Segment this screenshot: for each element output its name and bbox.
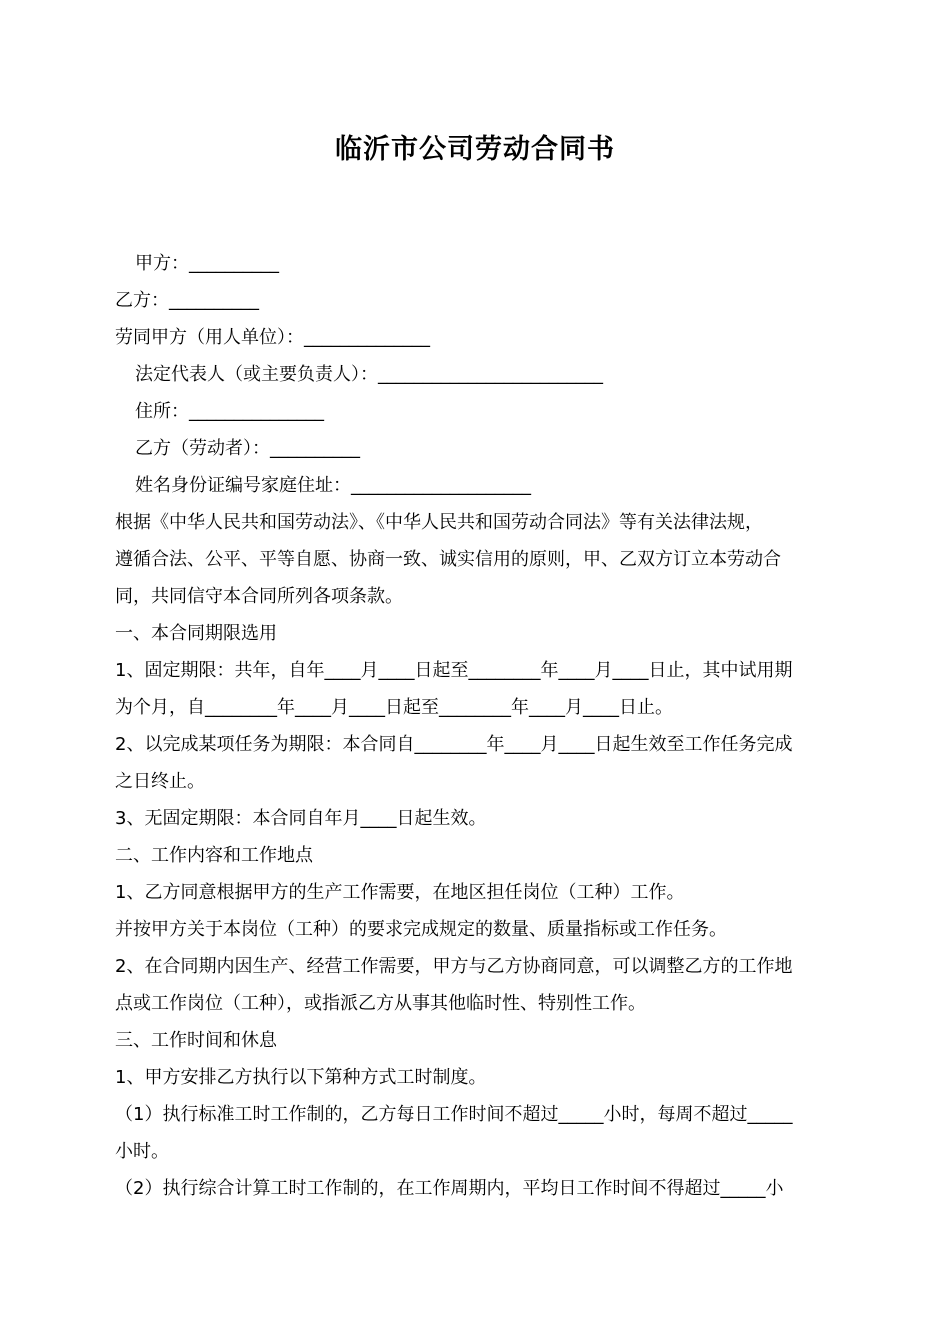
clause-line: 1、乙方同意根据甲方的生产工作需要，在地区担任岗位（工种）工作。 [115, 882, 685, 903]
employee-identity-line: 姓名身份证编号家庭住址：____________________ [135, 475, 531, 496]
preamble-line: 根据《中华人民共和国劳动法》、《中华人民共和国劳动合同法》等有关法律法规， [115, 512, 763, 533]
clause-line: （2）执行综合计算工时工作制的，在工作周期内，平均日工作时间不得超过_____小 [115, 1178, 784, 1199]
party-b-line: 乙方：__________ [115, 290, 259, 311]
section-heading: 三、工作时间和休息 [115, 1030, 277, 1051]
clause-line: 3、无固定期限：本合同自年月____日起生效。 [115, 808, 487, 829]
clause-line: 1、甲方安排乙方执行以下第种方式工时制度。 [115, 1067, 487, 1088]
document-title: 临沂市公司劳动合同书 [335, 134, 615, 165]
clause-line: 之日终止。 [115, 771, 205, 792]
clause-line: 并按甲方关于本岗位（工种）的要求完成规定的数量、质量指标或工作任务。 [115, 919, 727, 940]
clause-line: 点或工作岗位（工种），或指派乙方从事其他临时性、特别性工作。 [115, 993, 646, 1014]
section-heading: 一、本合同期限选用 [115, 623, 277, 644]
address-line: 住所：_______________ [135, 401, 324, 422]
employee-line: 乙方（劳动者）：__________ [135, 438, 360, 459]
document-body [115, 245, 840, 1207]
clause-line: （1）执行标准工时工作制的，乙方每日工作时间不超过_____小时，每周不超过_____ [115, 1104, 793, 1125]
section-heading: 二、工作内容和工作地点 [115, 845, 313, 866]
legal-representative-line: 法定代表人（或主要负责人）：_________________________ [135, 364, 603, 385]
clause-line: 1、固定期限：共年，自年____月____日起至________年____月____日止，其中试用期 [115, 660, 793, 681]
clause-line: 小时。 [115, 1141, 169, 1162]
employer-line: 劳同甲方（用人单位）：______________ [115, 327, 430, 348]
party-a-line: 甲方：__________ [135, 253, 279, 274]
preamble-line: 遵循合法、公平、平等自愿、协商一致、诚实信用的原则，甲、乙双方订立本劳动合 [115, 549, 781, 570]
clause-line: 为个月，自________年____月____日起至________年____月____日止。 [115, 697, 673, 718]
preamble-line: 同，共同信守本合同所列各项条款。 [115, 586, 403, 607]
clause-line: 2、以完成某项任务为期限：本合同自________年____月____日起生效至工作任务完成 [115, 734, 793, 755]
clause-line: 2、在合同期内因生产、经营工作需要，甲方与乙方协商同意，可以调整乙方的工作地 [115, 956, 793, 977]
